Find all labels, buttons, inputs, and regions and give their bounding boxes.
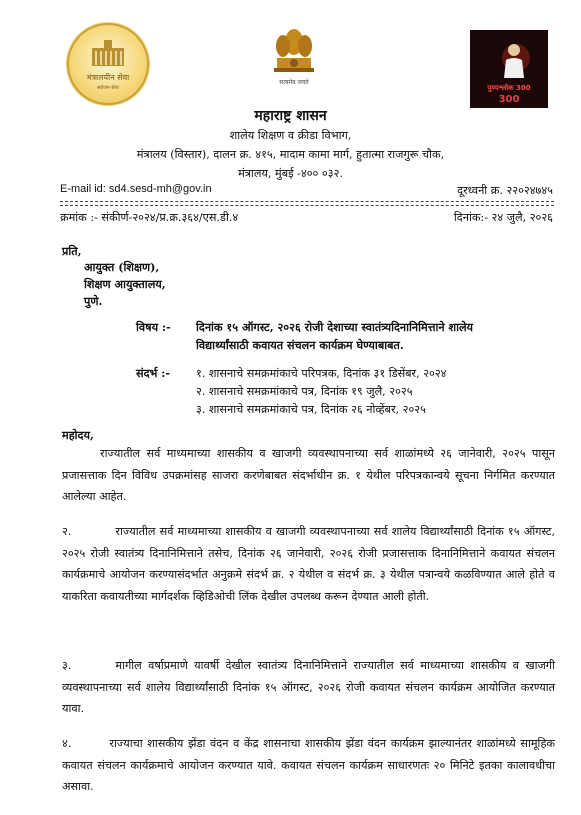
references-label: संदर्भ :-	[136, 366, 171, 380]
letter-date: दिनांक:- २४ जुलै, २०२६	[453, 211, 553, 224]
punyashlok-300-logo	[470, 30, 548, 108]
paragraph-1-text: राज्यातील सर्व माध्यमाच्या शासकीय व खाजगी व्यवस्थापनाच्या सर्व शाळांमध्ये २६ जानेवारी, २०२५ पासून प्रजासत्ताक दिन विविध उपक्रमांसह साजरा करणेबाबत संदर्भाधीन क्र. १ येथील परिपत्रकान्वये सूचना निर्गमित करण्यात आलेल्या आहेत.	[62, 447, 555, 503]
government-name: महाराष्ट्र शासन	[254, 108, 327, 124]
paragraph-4	[62, 733, 555, 798]
paragraph-2-number: २.	[62, 525, 72, 538]
emblem-motto: सत्यमेव जयते	[279, 79, 309, 86]
address-line-1: मंत्रालय (विस्तार), दालन क्र. ४१५, मादाम कामा मार्ग, हुतात्मा राजगुरू चौक,	[136, 148, 445, 161]
recipient-line-3: पुणे.	[84, 294, 103, 308]
paragraph-3	[62, 655, 555, 720]
paragraph-4-number: ४.	[62, 737, 72, 750]
ashoka-emblem	[270, 22, 318, 102]
reference-item: १. शासनाचे समक्रमांकाचे परिपत्रक, दिनांक ३१ डिसेंबर, २०२४	[196, 367, 447, 380]
address-line-2: मंत्रालय, मुंबई -४०० ०३२.	[238, 167, 343, 180]
subject-label: विषय :-	[136, 320, 171, 334]
recipient-to: प्रति,	[62, 244, 82, 258]
paragraph-3-text: मागील वर्षाप्रमाणे यावर्षी देखील स्वातंत्र्य दिनानिमित्ताने राज्यातील सर्व माध्यमाच्या शासकीय व खाजगी व्यवस्थापनाच्या सर्व शालेय विद्यार्थ्यांसाठी दिनांक १५ ऑगस्ट, २०२६ रोजी कवायत संचलन कार्यक्रम आयोजित करण्यात यावा.	[62, 659, 555, 715]
paragraph-1	[62, 443, 555, 508]
subject-line-1: दिनांक १५ ऑगस्ट, २०२६ रोजी देशाच्या स्वातंत्र्यदिनानिमित्ताने शालेय	[196, 320, 474, 334]
phone-number: दूरध्वनी क्र. २२०२४७४५	[457, 184, 553, 197]
paragraph-2-text: राज्यातील सर्व माध्यमाच्या शासकीय व खाजगी व्यवस्थापनाच्या सर्व शालेय विद्यार्थ्यांसाठी दिनांक १५ ऑगस्ट, २०२५ रोजी स्वातंत्र्य दिनानिमित्ताने तसेच, दिनांक २६ जानेवारी, २०२६ रोजी प्रजासत्ताक दिनानिमित्ताने कवायत संचलन कार्यक्रमाचे आयोजन करण्यासंदर्भात अनुक्रमे संदर्भ क्र. २ येथील व संदर्भ क्र. ३ येथील पत्रान्वये कळविण्यात आले होते व याकरिता कवायतीच्या मार्गदर्शक व्हिडिओची लिंक देखील उपलब्ध करून देण्यात आली होती.	[62, 525, 555, 603]
recipient-line-2: शिक्षण आयुक्तालय,	[84, 277, 166, 291]
reference-item: ३. शासनाचे समक्रमांकाचे पत्र, दिनांक २६ नोव्हेंबर, २०२५	[196, 403, 426, 416]
header-divider-2	[60, 205, 554, 206]
header-divider-1	[60, 201, 554, 202]
paragraph-4-text: राज्याचा शासकीय झेंडा वंदन व केंद्र शासनाचा शासकीय झेंडा वंदन कार्यक्रम झाल्यानंतर शाळांमध्ये सामूहिक कवायत संचलन कार्यक्रमाचे आयोजन करण्यात यावे. कवायत संचलन कार्यक्रम साधारणतः २० मिनिटे इतका कालावधीचा असावा.	[62, 737, 555, 793]
department-name: शालेय शिक्षण व क्रीडा विभाग,	[229, 129, 352, 142]
left-logo-title: मंत्रालयीन सेवा	[86, 73, 130, 82]
reference-item: २. शासनाचे समक्रमांकाचे पत्र, दिनांक १९ जुलै, २०२५	[196, 385, 413, 398]
right-logo-title: पुण्यश्लोक 300	[487, 84, 531, 92]
paragraph-2	[62, 521, 555, 607]
svg-text:300: 300	[498, 94, 520, 105]
salutation: महोदय,	[62, 428, 94, 442]
email-id: E-mail id: sd4.sesd-mh@gov.in	[60, 183, 212, 195]
reference-number: क्रमांक :- संकीर्ण-२०२४/प्र.क्र.३६४/एस.डी.४	[60, 211, 239, 224]
paragraph-3-number: ३.	[62, 659, 72, 672]
mantralaya-seva-logo	[66, 22, 150, 106]
subject-line-2: विद्यार्थ्यांसाठी कवायत संचलन कार्यक्रम घेण्याबाबत.	[196, 338, 404, 352]
recipient-line-1: आयुक्त (शिक्षण),	[84, 260, 160, 274]
left-logo-subtitle: सर्वजन सेवा	[97, 85, 119, 91]
